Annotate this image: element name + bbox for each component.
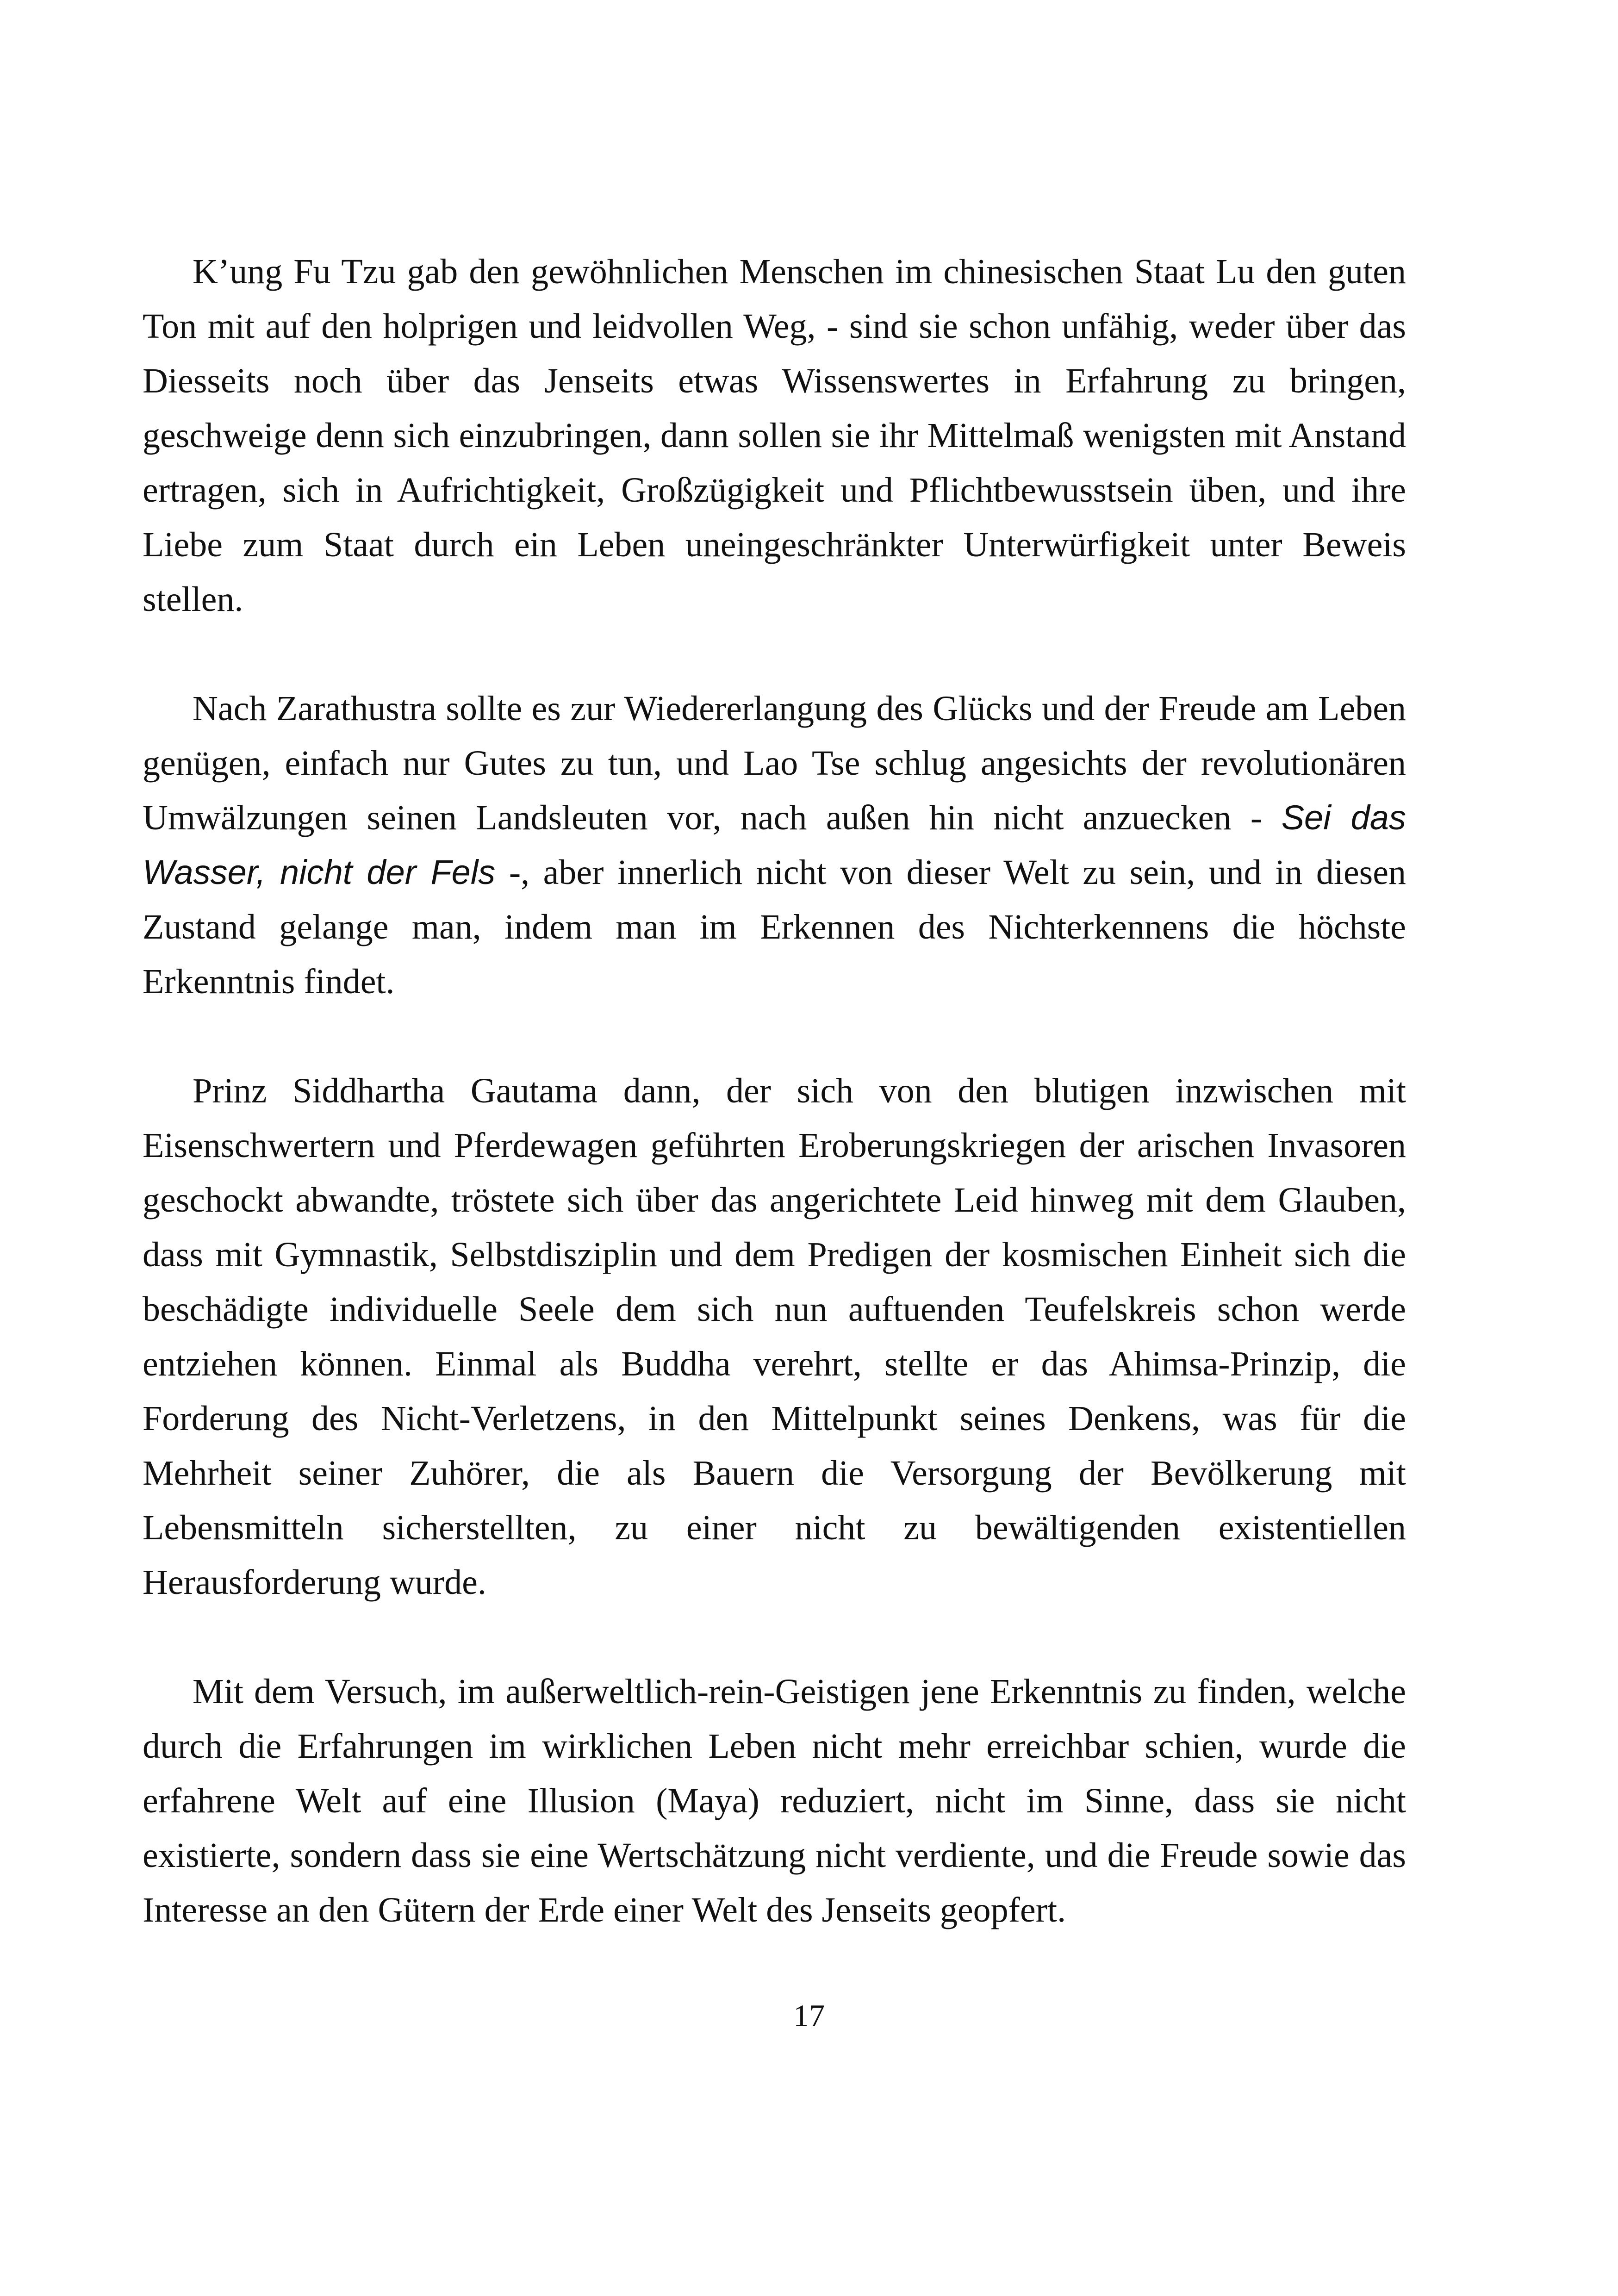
page-number: 17 [793,1998,825,2033]
paragraph-zarathustra [143,681,1406,1009]
paragraph-kung-fu-tzu: K’ung Fu Tzu gab den gewöhnlichen Menschen im chinesischen Staat Lu den guten Ton mit auf den holprigen und leidvollen Weg, - sind sie schon unfähig, weder über das Diesseits noch über das Jenseits etwas Wissenswertes in Erfahrung zu bringen, geschweige denn sich einzubringen, dann sollen sie ihr Mittelmaß wenigsten mit Anstand ertragen, sich in Aufrichtigkeit, Großzügigkeit und Pflichtbewusstsein üben, und ihre Liebe zum Staat durch ein Leben uneingeschränkter Unterwürfigkeit unter Beweis stellen. [143,252,1406,619]
paragraph-zarathustra-text-start: Nach Zarathustra sollte es zur Wiedererlangung des Glücks und der Freude am Leben genügen, einfach nur Gutes zu tun, und Lao Tse schlug angesichts der revolutionären Umwälzungen seinen Landsleuten vor, nach außen hin nicht anzuecken - [143,689,1406,837]
lao-tse-quote: Sei das Wasser, nicht der Fels [143,798,1406,891]
paragraph-siddhartha: Prinz Siddhartha Gautama dann, der sich von den blutigen inzwischen mit Eisenschwertern und Pferdewagen geführten Eroberungskriegen der arischen Invasoren geschockt abwandte, tröstete sich über das angerichtete Leid hinweg mit dem Glauben, dass mit Gymnastik, Selbstdisziplin und dem Predigen der kosmischen Einheit sich die beschädigte individuelle Seele dem sich nun auftuenden Teufelskreis schon werde entziehen können. Einmal als Buddha verehrt, stellte er das Ahimsa-Prinzip, die Forderung des Nicht-Verletzens, in den Mittelpunkt seines Denkens, was für die Mehrheit seiner Zuhörer, die als Bauern die Versorgung der Bevölkerung mit Lebensmitteln sicherstellten, zu einer nicht zu bewältigenden existentiellen Herausforderung wurde. [143,1071,1406,1602]
body-text [143,244,1406,1937]
paragraph-zarathustra-text-end: -, aber innerlich nicht von dieser Welt zu sein, und in diesen Zustand gelange man, indem man im Erkennen des Nichterkennens die höchste Erkenntnis findet. [143,853,1406,1001]
paragraph-maya: Mit dem Versuch, im außerweltlich-rein-Geistigen jene Erkenntnis zu finden, welche durch die Erfahrungen im wirklichen Leben nicht mehr erreichbar schien, wurde die erfahrene Welt auf eine Illusion (Maya) reduziert, nicht im Sinne, dass sie nicht existierte, sondern dass sie eine Wertschätzung nicht verdiente, und die Freude sowie das Interesse an den Gütern der Erde einer Welt des Jenseits geopfert. [143,1672,1406,1929]
